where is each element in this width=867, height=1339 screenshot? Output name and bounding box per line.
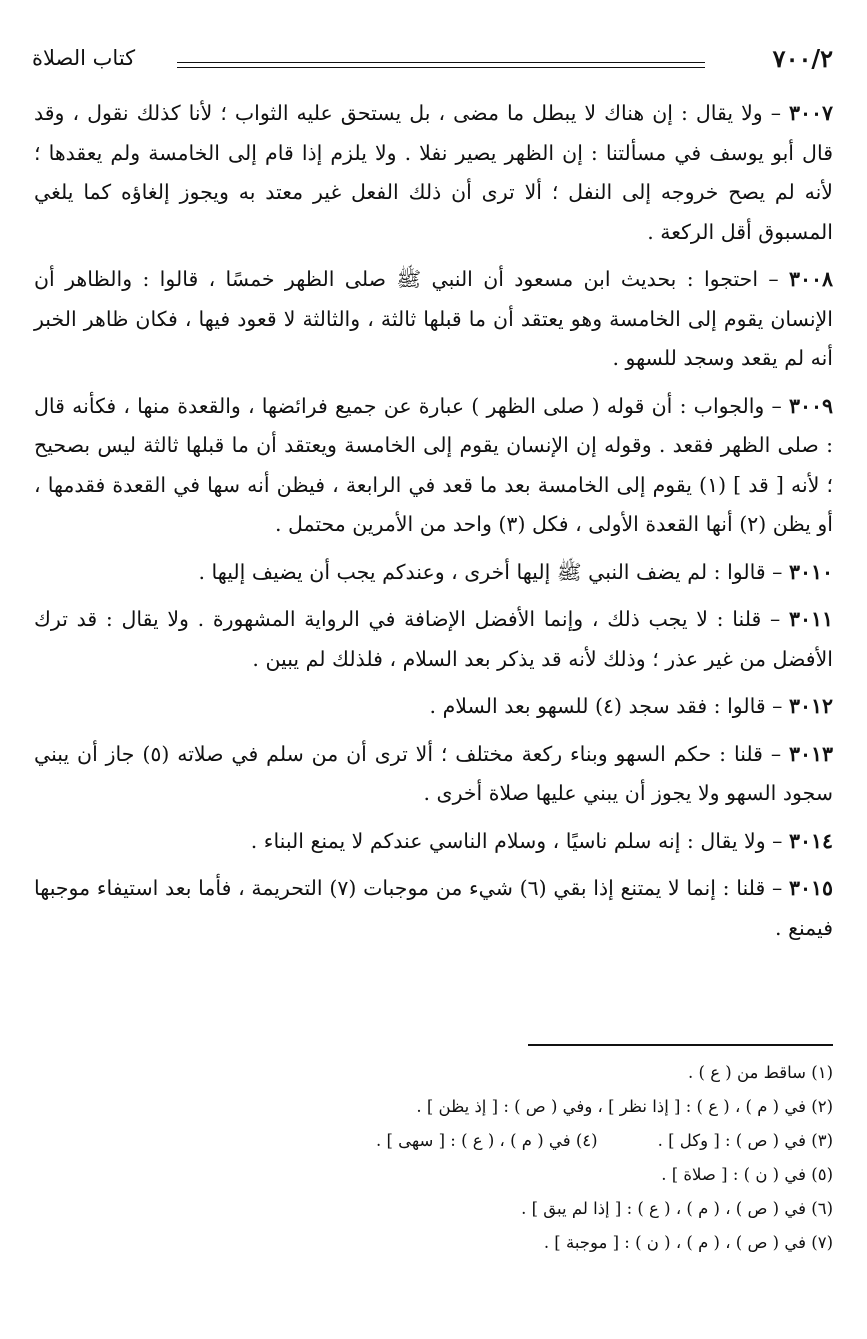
- footnotes: [34, 1056, 833, 1260]
- paragraph-number: ٣٠١٥: [788, 876, 833, 900]
- paragraph-number: ٣٠١٢: [788, 694, 833, 718]
- paragraph: [34, 687, 833, 727]
- paragraph-text: – احتجوا : بحديث ابن مسعود أن النبي ﷺ صلى الظهر خمسًا ، قالوا : والظاهر أن الإنسان يقوم إلى الخامسة وهو يعتقد أن ما قبلها ثالثة ، والثالثة لا قعود فيها ، فكان ظاهر الخبر أنه لم يقعد وسجد للسهو .: [34, 267, 833, 370]
- paragraph-number: ٣٠١٣: [788, 741, 833, 766]
- footnote: (٣) في ( ص ) : [ وكل ] .: [657, 1131, 833, 1150]
- paragraph-text: – قلنا : إنما لا يمتنع إذا بقي (٦) شيء من موجبات (٧) التحريمة ، فأما بعد استيفاء موجبها فيمنع .: [34, 876, 833, 940]
- footnote: (١) ساقط من ( ع ) .: [688, 1063, 833, 1082]
- footnote: (٧) في ( ص ) ، ( م ) ، ( ن ) : [ موجبة ] .: [543, 1233, 833, 1252]
- paragraph-text: – قالوا : فقد سجد (٤) للسهو بعد السلام .: [429, 694, 783, 718]
- paragraph: [34, 94, 833, 252]
- paragraph: [34, 387, 833, 545]
- paragraph-text: – قالوا : لم يضف النبي ﷺ إليها أخرى ، وعندكم يجب أن يضيف إليها .: [198, 559, 783, 584]
- paragraph-text: – قلنا : لا يجب ذلك ، وإنما الأفضل الإضافة في الرواية المشهورة . ولا يقال : قد ترك الأفضل من غير عذر ؛ وذلك لأنه قد يذكر بعد السلام ، فلذلك لم يبين .: [34, 607, 833, 671]
- page-number: ٧٠٠/٢: [772, 44, 833, 73]
- paragraph: [34, 600, 833, 679]
- footnote: (٢) في ( م ) ، ( ع ) : [ إذا نظر ] ، وفي ( ص ) : [ إذ يظن ] .: [416, 1097, 833, 1116]
- paragraph: [34, 822, 833, 862]
- main-text: [34, 94, 833, 956]
- paragraph-number: ٣٠٠٩: [788, 393, 833, 418]
- paragraph-text: – والجواب : أن قوله ( صلى الظهر ) عبارة عن جميع فرائضها ، والقعدة منها ، فكأنه قال : صلى الظهر فقعد . وقوله إن الإنسان يقوم إلى الخامسة ويعتقد أن ما قبلها ثالثة ليس بصحيح ؛ لأنه [ قد ] (١) يقوم إلى الخامسة بعد ما قعد في الرابعة ، فيظن أنه سها في القعدة فقدمها ، أو يظن (٢) أنها القعدة الأولى ، فكل (٣) واحد من الأمرين محتمل .: [34, 393, 833, 536]
- footnote: (٤) في ( م ) ، ( ع ) : [ سهى ] .: [376, 1131, 598, 1150]
- paragraph-number: ٣٠٠٨: [788, 267, 833, 291]
- paragraph-number: ٣٠١٠: [788, 559, 833, 584]
- paragraph: [34, 869, 833, 948]
- paragraph: [34, 260, 833, 379]
- header-rule: [177, 62, 705, 68]
- paragraph-number: ٣٠٠٧: [788, 101, 833, 125]
- footnote-rule: [528, 1044, 833, 1046]
- paragraph-number: ٣٠١٤: [788, 828, 833, 853]
- paragraph: [34, 735, 833, 814]
- paragraph-text: – ولا يقال : إنه سلم ناسيًا ، وسلام الناسي عندكم لا يمنع البناء .: [250, 828, 783, 853]
- paragraph-text: – ولا يقال : إن هناك لا يبطل ما مضى ، بل يستحق عليه الثواب ؛ لأنا كذلك نقول ، وقد قال أبو يوسف في مسألتنا : إن الظهر يصير نفلا . ولا يلزم إذا قام إلى الخامسة ولم يعقدها ؛ لأنه لم يصح خروجه إلى النفل ؛ ألا ترى أن ذلك الفعل غير معتد به ويجوز إلغاؤه كما يلغي المسبوق أقل الركعة .: [34, 101, 833, 244]
- page-header: [32, 44, 833, 84]
- paragraph: [34, 553, 833, 593]
- paragraph-number: ٣٠١١: [788, 607, 833, 631]
- footnote-row: [34, 1124, 833, 1158]
- paragraph-text: – قلنا : حكم السهو وبناء ركعة مختلف ؛ ألا ترى أن من سلم في صلاته (٥) جاز أن يبني سجود السهو ولا يجوز أن يبني عليها صلاة أخرى .: [34, 741, 833, 805]
- footnote: (٥) في ( ن ) : [ صلاة ] .: [661, 1165, 833, 1184]
- footnote: (٦) في ( ص ) ، ( م ) ، ( ع ) : [ إذا لم يبق ] .: [521, 1199, 833, 1218]
- book-title: كتاب الصلاة: [32, 46, 136, 70]
